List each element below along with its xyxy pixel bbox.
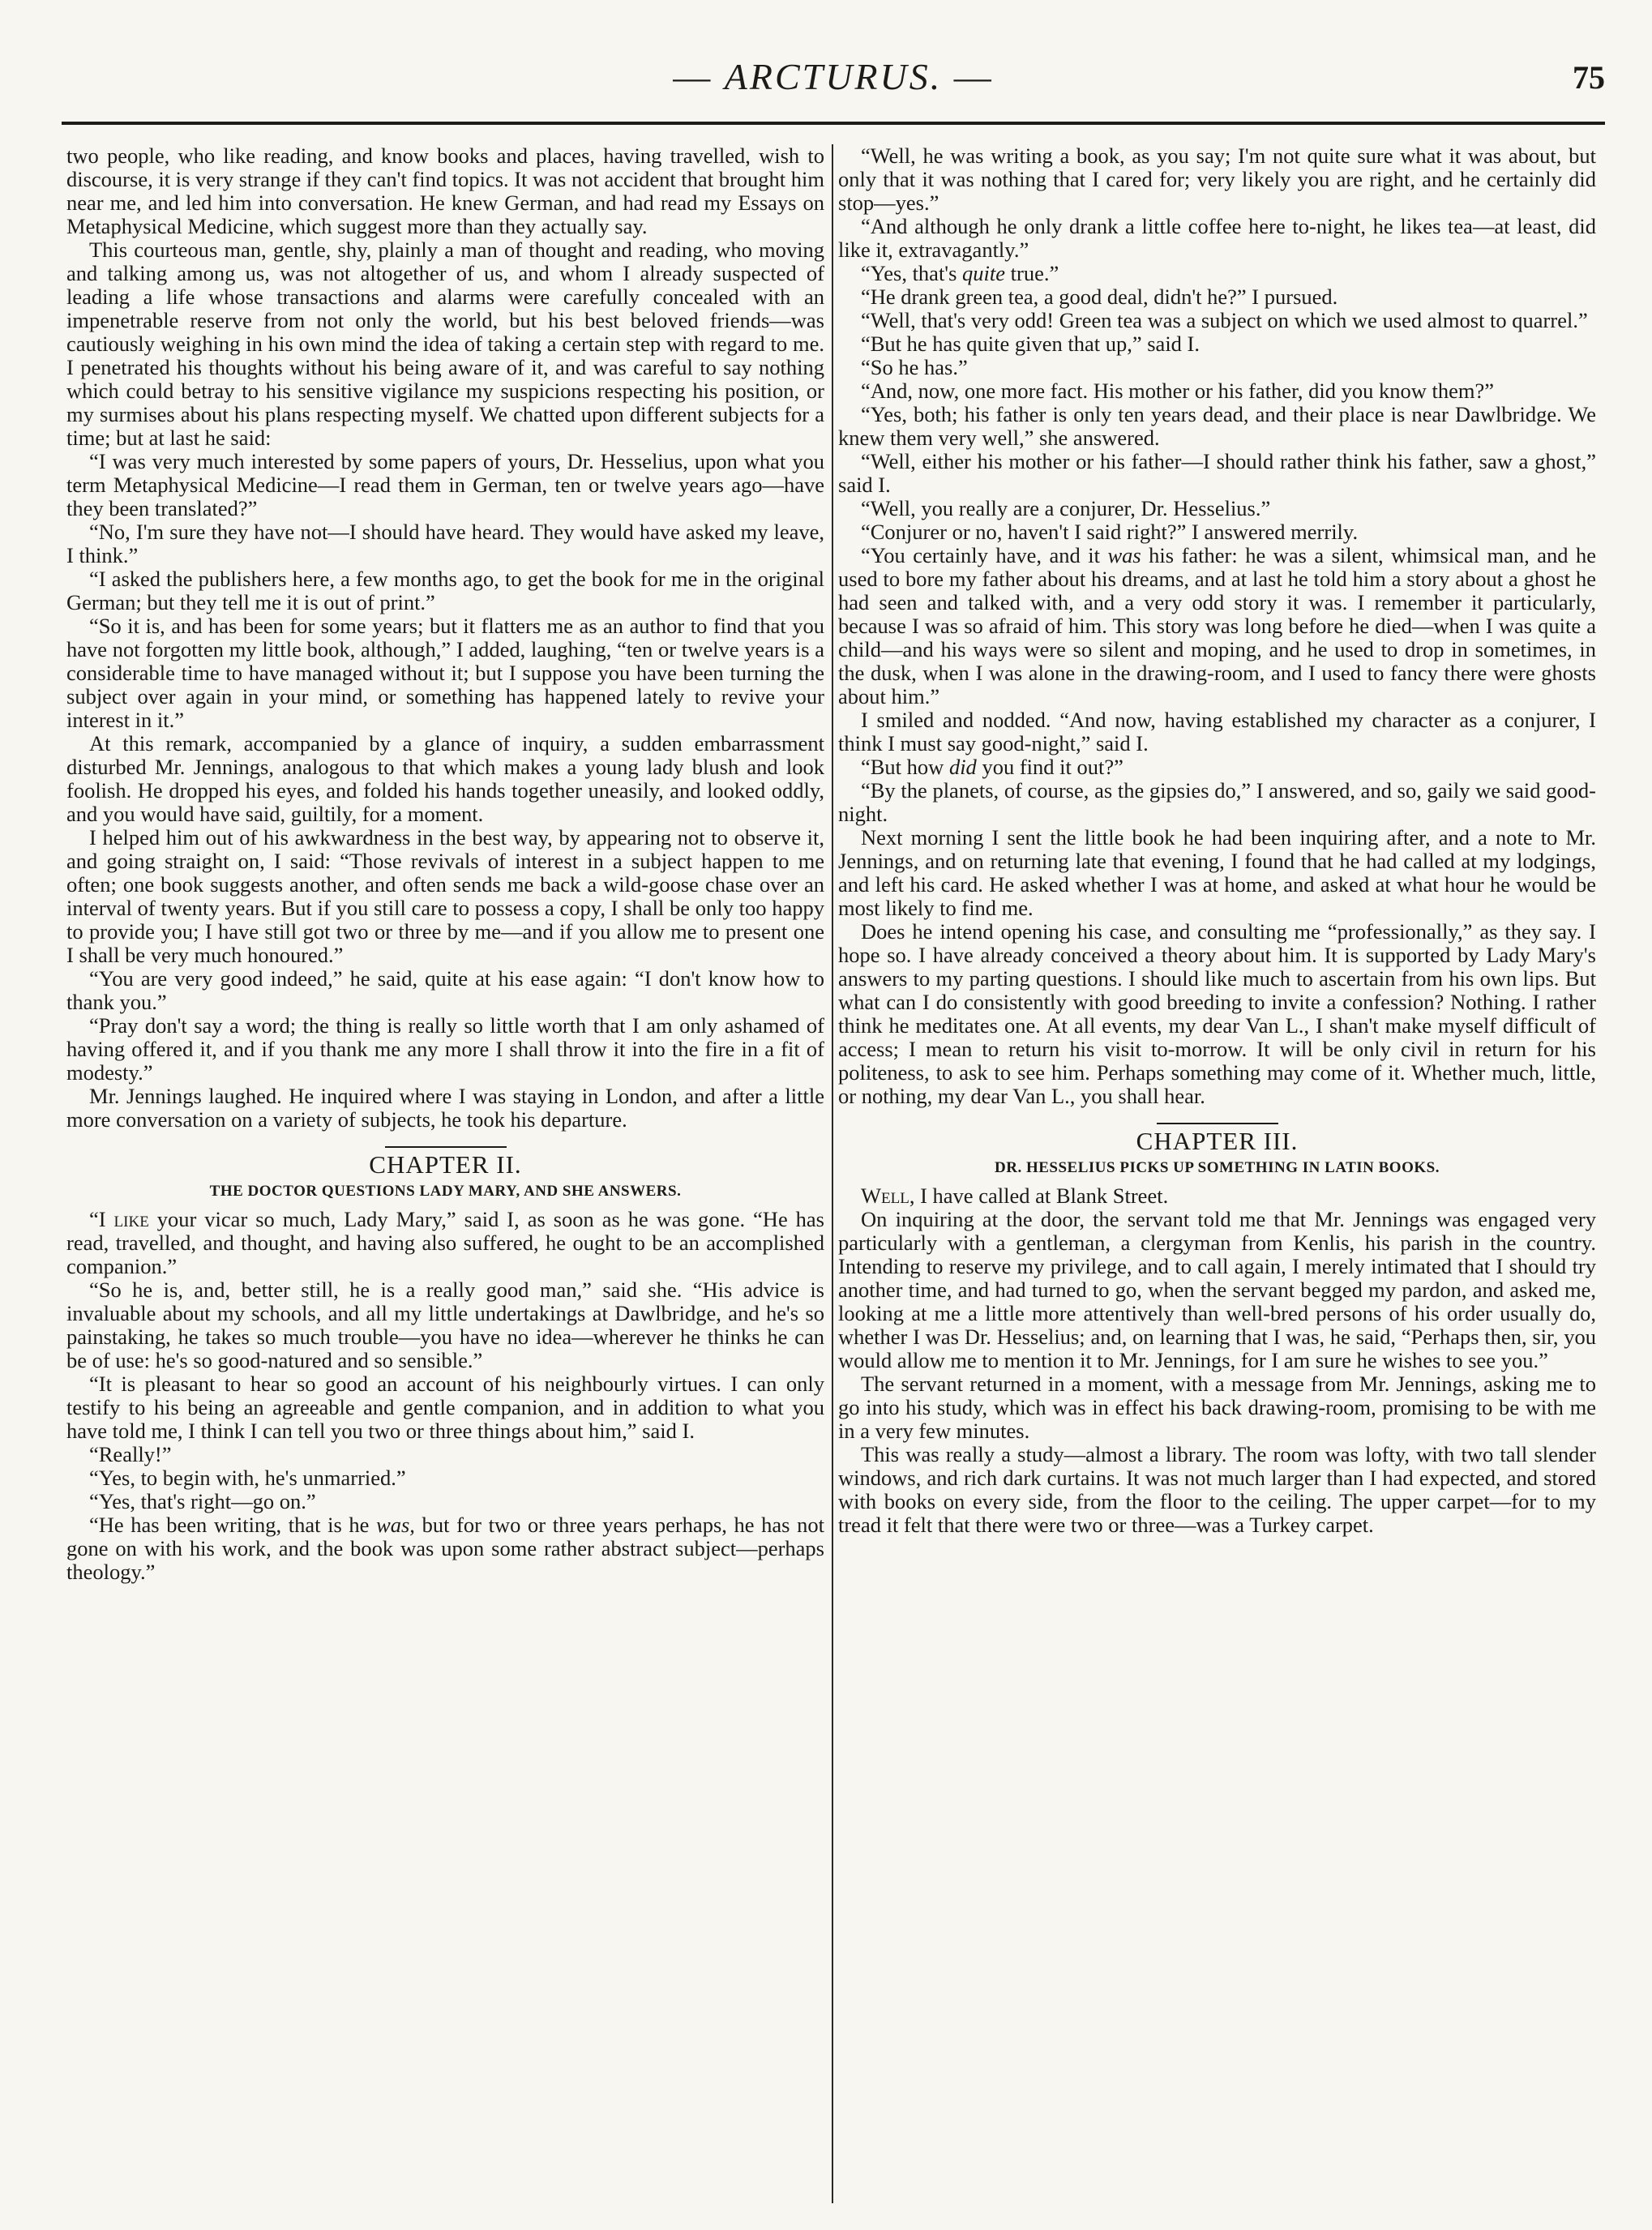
text-run: “Yes, that's — [861, 261, 963, 285]
paragraph: “But he has quite given that up,” said I. — [861, 332, 1200, 356]
paragraph: “Well, that's very odd! Green tea was a subject on which we used almost to quarrel.” — [861, 308, 1588, 332]
text-run: you find it out?” — [976, 755, 1123, 779]
italic-run: quite — [962, 261, 1006, 285]
paragraph: “You are very good indeed,” he said, quite at his ease again: “I don't know how to thank you.” — [66, 966, 824, 1014]
paragraph: On inquiring at the door, the servant told me that Mr. Jennings was engaged very particularly with a gentleman, a clergyman from Kenlis, his parish in the country. Intending to reserve my privilege, and to call again, I merely intimated that I should try another time, and had turned to go, when the servant begged my pardon, and asked me, looking at me a little more attentively than well-bred persons of his order usually do, whether I was Dr. Hesselius; and, on learning that I was, he said, “Perhaps then, sir, you would allow me to mention it to Mr. Jennings, for I am sure he wishes to see you.” — [838, 1207, 1596, 1372]
paragraph — [838, 262, 1596, 285]
paragraph: “Well, either his mother or his father—I should rather think his father, saw a ghost,” said I. — [838, 449, 1596, 497]
text-run: but for two or three years perhaps, he has not gone on with his work, and the book was upon some rather abstract subject—perhaps theology.” — [66, 1513, 824, 1584]
paragraph: At this remark, accompanied by a glance of inquiry, a sudden embarrassment disturbed Mr. Jennings, analogous to that which makes a young lady blush and look foolish. He dropped his eyes, and folded his hands together uneasily, and looked oddly, and you would have said, guiltily, for a moment. — [66, 731, 824, 826]
opening-words: Well, — [861, 1183, 915, 1208]
chapter-opening-paragraph — [66, 1208, 824, 1278]
paragraph: I smiled and nodded. “And now, having established my character as a conjurer, I think I must say good-night,” said I. — [838, 708, 1596, 755]
paragraph: “Yes, to begin with, he's unmarried.” — [89, 1466, 406, 1490]
italic-run: did — [948, 755, 977, 779]
paragraph: two people, who like reading, and know books and places, having travelled, wish to discourse, it is very strange if they can't find topics. It was not accident that brought him near me, and led him into conversation. He knew German, and had read my Essays on Metaphysical Medicine, which suggest more than they actually say. — [66, 144, 824, 238]
paragraph: This courteous man, gentle, shy, plainly a man of thought and reading, who moving and talking among us, was not altogether of us, and whom I already suspected of leading a life whose transactions and alarms were carefully concealed with an impenetrable reserve from not only the world, but his best beloved friends—was cautiously weighing in his own mind the idea of taking a certain step with regard to me. I penetrated his thoughts without his being aware of it, and was careful to say nothing which could betray to his sensitive vigilance my suspicions respecting his position, or my surmises about his plans respecting myself. We chatted upon different subjects for a time; but at last he said: — [66, 238, 824, 450]
paragraph: “So it is, and has been for some years; but it flatters me as an author to find that you have not forgotten my little book, although,” I added, laughing, “ten or twelve years is a considerable time to have managed without it; but I suppose you have been turning the subject over again in your mind, or something has happened lately to revive your interest in it.” — [66, 614, 824, 732]
opening-text: I have called at Blank Street. — [914, 1183, 1169, 1208]
paragraph: “He drank green tea, a good deal, didn't he?” I pursued. — [861, 285, 1338, 309]
text-run: “You certainly have, and it — [861, 543, 1108, 567]
paragraph: “So he has.” — [861, 355, 968, 379]
paragraph — [838, 544, 1596, 708]
paragraph: “It is pleasant to hear so good an account of his neighbourly virtues. I can only testify to his being an agreeable and gentle companion, and in addition to what you have told me, I think I can tell you two or three things about him,” said I. — [66, 1372, 824, 1443]
chapter-heading: CHAPTER III. — [1136, 1127, 1299, 1155]
chapter-subtitle: THE DOCTOR QUESTIONS LADY MARY, AND SHE ANSWERS. — [209, 1183, 682, 1200]
paragraph: “So he is, and, better still, he is a really good man,” said she. “His advice is invaluable about my schools, and all my little undertakings at Dawlbridge, and he's so painstaking, he takes so much trouble—you have no idea—wherever he thinks he can be of use: he's so good-natured and so sensible.” — [66, 1278, 824, 1372]
paragraph: “Really!” — [89, 1442, 172, 1466]
text-run: “But how — [861, 755, 949, 779]
paragraph: “Yes, that's right—go on.” — [89, 1489, 316, 1513]
chapter-subtitle: DR. HESSELIUS PICKS UP SOMETHING IN LATIN BOOKS. — [995, 1159, 1440, 1176]
opening-words: “I like — [89, 1207, 149, 1231]
text-run: his father: he was a silent, whimsical man, and he used to bore my father about his dreams, and at last he told him a story about a ghost he had seen and talked with, and a very odd story it was. I remember it particularly, because I was so afraid of him. This story was long before he died—when I was quite a child—and his ways were so silent and moping, and he used to drop in sometimes, in the dusk, when I was alone in the drawing-room, and I used to fancy there were ghosts about him.” — [838, 543, 1596, 708]
italic-run: was — [1107, 543, 1141, 567]
paragraph: “Well, he was writing a book, as you say; I'm not quite sure what it was about, but only that it was nothing that I cared for; very likely you are right, and he certainly did stop—yes.” — [838, 144, 1596, 215]
paragraph: Does he intend opening his case, and consulting me “professionally,” as they say. I hope so. I have already conceived a theory about him. It is supported by Lady Mary's answers to my parting questions. I should like much to ascertain from his own lips. But what can I do consistently with good breeding to invite a confession? Nothing. I rather think he meditates one. At all events, my dear Van L., I shan't make myself difficult of access; I mean to return his visit to-morrow. It will be only civil in return for his politeness, to ask to see him. Perhaps something may come of it. Whether much, little, or nothing, my dear Van L., you shall hear. — [838, 919, 1596, 1108]
italic-run: was, — [376, 1513, 415, 1537]
paragraph: “No, I'm sure they have not—I should have heard. They would have asked my leave, I think.” — [66, 520, 824, 567]
right-column — [838, 144, 1596, 2203]
paragraph: Mr. Jennings laughed. He inquired where I was staying in London, and after a little more conversation on a variety of subjects, he took his departure. — [66, 1084, 824, 1132]
paragraph: I helped him out of his awkwardness in the best way, by appearing not to observe it, and going straight on, I said: “Those revivals of interest in a subject happen to me often; one book suggests another, and often sends me back a wild-goose chase over an interval of twenty years. But if you still care to possess a copy, I shall be only too happy to provide you; I have still got two or three by me—and if you allow me to present one I shall be very much honoured.” — [66, 825, 824, 967]
chapter-rule — [385, 1146, 507, 1148]
paragraph: “Pray don't say a word; the thing is really so little worth that I am only ashamed of having offered it, and if you thank me any more I shall throw it into the fire in a fit of modesty.” — [66, 1013, 824, 1085]
left-column — [66, 144, 824, 2203]
paragraph — [66, 1513, 824, 1584]
text-run: “He has been writing, that is he — [89, 1513, 377, 1537]
journal-title: ARCTURUS. — [724, 56, 943, 97]
running-header — [62, 47, 1605, 120]
running-title: — ARCTURUS. — — [673, 56, 994, 97]
paragraph: “And although he only drank a little coffee here to-night, he likes tea—at least, did like it, extravagantly.” — [838, 214, 1596, 262]
chapter-opening-paragraph — [838, 1184, 1596, 1208]
opening-text: your vicar so much, Lady Mary,” said I, as soon as he was gone. “He has read, travelled, and thought, and having also suffered, he ought to be an accomplished companion.” — [66, 1207, 824, 1278]
text-run: true.” — [1005, 261, 1059, 285]
chapter-rule — [1157, 1123, 1278, 1124]
paragraph — [838, 755, 1596, 779]
page-number: 75 — [1573, 59, 1605, 96]
chapter-heading: CHAPTER II. — [369, 1150, 522, 1179]
paragraph: Next morning I sent the little book he had been inquiring after, and a note to Mr. Jennings, and on returning late that evening, I found that he had called at my lodgings, and left his card. He asked whether I was at home, and asked at what hour he would be most likely to find me. — [838, 825, 1596, 920]
paragraph: “Yes, both; his father is only ten years dead, and their place is near Dawlbridge. We knew them very well,” she answered. — [838, 402, 1596, 450]
paragraph: “Conjurer or no, haven't I said right?” I answered merrily. — [861, 520, 1359, 544]
header-rule — [62, 122, 1605, 125]
paragraph: “And, now, one more fact. His mother or his father, did you know them?” — [861, 379, 1494, 403]
paragraph: “I was very much interested by some papers of yours, Dr. Hesselius, upon what you term Metaphysical Medicine—I read them in German, ten or twelve years ago—have they been translated?” — [66, 449, 824, 520]
column-divider — [832, 144, 833, 2203]
paragraph: “I asked the publishers here, a few months ago, to get the book for me in the original German; but they tell me it is out of print.” — [66, 567, 824, 614]
paragraph: “Well, you really are a conjurer, Dr. Hesselius.” — [861, 496, 1271, 520]
paragraph: “By the planets, of course, as the gipsies do,” I answered, and so, gaily we said good-night. — [838, 778, 1596, 826]
paragraph: This was really a study—almost a library. The room was lofty, with two tall slender windows, and rich dark curtains. It was not much larger than I had expected, and stored with books on every side, from the floor to the ceiling. The upper carpet—for to my tread it felt that there were two or three—was a Turkey carpet. — [838, 1442, 1596, 1537]
paragraph: The servant returned in a moment, with a message from Mr. Jennings, asking me to go into his study, which was in effect his back drawing-room, promising to be with me in a very few minutes. — [838, 1372, 1596, 1443]
